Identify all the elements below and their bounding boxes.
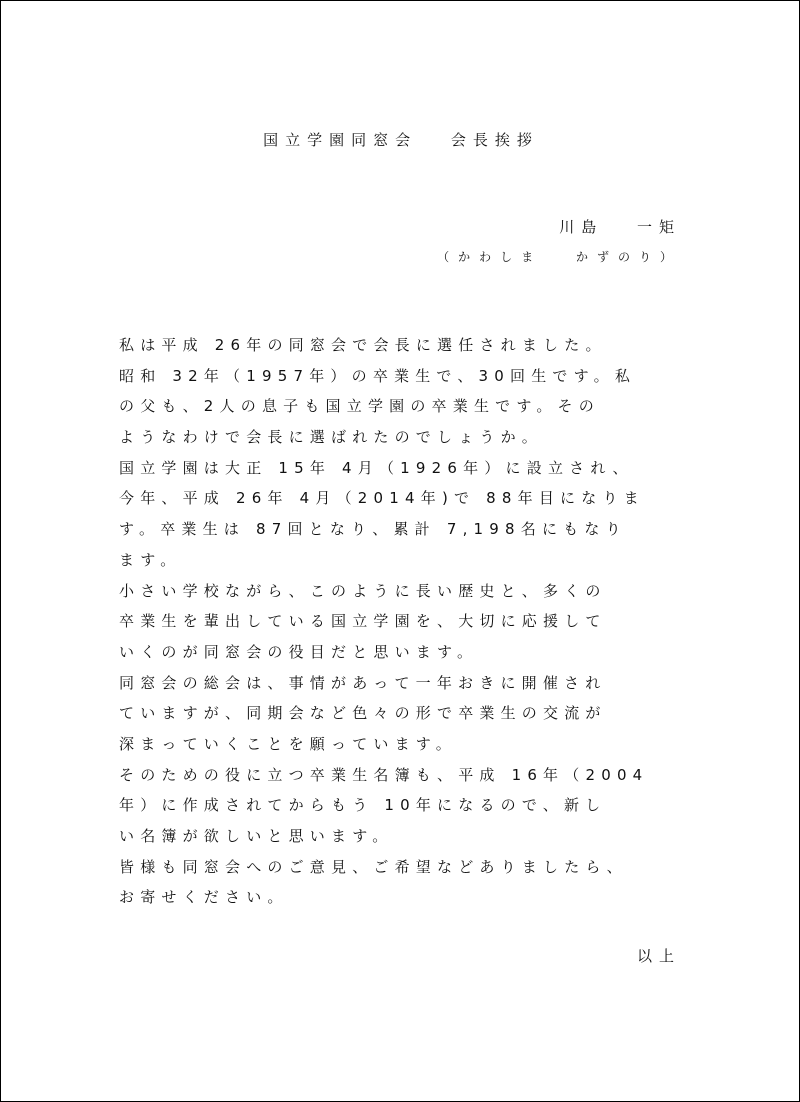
body-line: 小さい学校ながら、このように長い歴史と、多くの: [119, 581, 607, 600]
body-line: お寄せください。: [119, 888, 289, 907]
body-line: の父も、2人の息子も国立学園の卒業生です。その: [119, 397, 600, 416]
document-title: 国立学園同窓会 会長挨拶: [263, 131, 539, 149]
body-line: 皆様も同窓会へのご意見、ご希望などありましたら、: [119, 857, 628, 876]
message-body: [119, 330, 709, 913]
body-line: 私は平成 26年の同窓会で会長に選任されました。: [119, 336, 607, 354]
body-line: ます。: [119, 550, 182, 569]
body-line: ていますが、同期会など色々の形で卒業生の交流が: [119, 704, 607, 723]
author-name-reading: （かわしま かずのり）: [437, 250, 681, 264]
body-line: 国立学園は大正 15年 4月（1926年）に設立され、: [119, 458, 634, 477]
author-name: 川島 一矩: [559, 218, 681, 236]
body-line: 卒業生を輩出している国立学園を、大切に応援して: [119, 612, 607, 631]
body-line: 深まっていくことを願っています。: [119, 734, 458, 753]
body-line: いくのが同窓会の役目だと思います。: [119, 642, 479, 661]
body-line: す。卒業生は 87回となり、累計 7,198名にもなり: [119, 520, 627, 539]
body-line: い名簿が欲しいと思います。: [119, 827, 394, 845]
body-line: ようなわけで会長に選ばれたのでしょうか。: [119, 428, 544, 447]
closing-remark: 以上: [636, 947, 681, 965]
body-line: 昭和 32年（1957年）の卒業生で、30回生です。私: [119, 366, 637, 385]
body-line: 同窓会の総会は、事情があって一年おきに開催され: [119, 673, 607, 692]
body-line: そのための役に立つ卒業生名簿も、平成 16年（2004: [119, 765, 649, 784]
body-line: 今年、平成 26年 4月（2014年)で 88年目になりま: [119, 489, 645, 508]
body-line: 年）に作成されてからもう 10年になるので、新し: [119, 796, 607, 815]
